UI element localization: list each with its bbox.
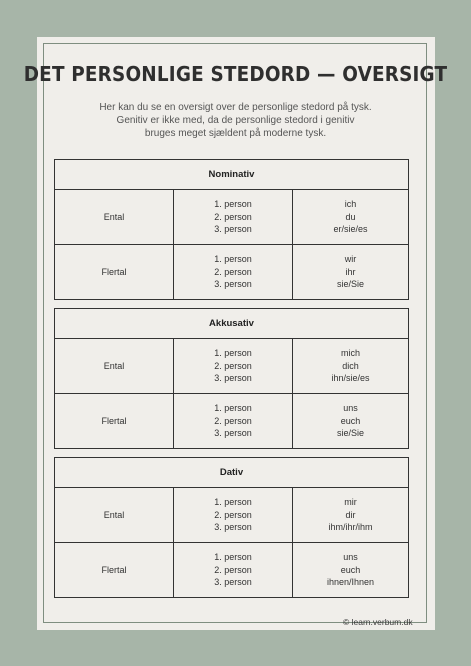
person-label: 1. person bbox=[214, 348, 252, 359]
number-cell: Flertal bbox=[101, 266, 127, 277]
pronoun-form: euch bbox=[340, 564, 361, 575]
section-heading: Akkusativ bbox=[55, 309, 408, 339]
person-cell bbox=[173, 394, 292, 448]
person-cell bbox=[173, 488, 292, 542]
person-label: 3. person bbox=[214, 224, 252, 235]
pronoun-form: uns bbox=[343, 403, 358, 414]
pronoun-form: du bbox=[345, 211, 356, 222]
number-cell: Ental bbox=[103, 211, 125, 222]
table-row bbox=[55, 244, 408, 299]
page-title: DET PERSONLIGE STEDORD — OVERSIGT bbox=[23, 62, 448, 86]
number-cell: Ental bbox=[103, 509, 125, 520]
person-cell bbox=[173, 245, 292, 299]
pronoun-cell bbox=[292, 339, 408, 393]
pronoun-form: mich bbox=[340, 348, 360, 359]
number-cell: Flertal bbox=[101, 415, 127, 426]
intro-line: Genitiv er ikke med, da de personlige stedord i genitiv bbox=[116, 115, 355, 126]
copyright-text: © learn.verbum.dk bbox=[343, 617, 413, 627]
person-label: 1. person bbox=[214, 497, 252, 508]
person-label: 2. person bbox=[214, 211, 252, 222]
person-label: 2. person bbox=[214, 415, 252, 426]
person-label: 3. person bbox=[214, 522, 252, 533]
pronoun-form: ihnen/Ihnen bbox=[326, 577, 375, 588]
person-label: 2. person bbox=[214, 509, 252, 520]
pronoun-form: sie/Sie bbox=[336, 279, 364, 290]
pronoun-form: ihr bbox=[345, 266, 356, 277]
person-label: 1. person bbox=[214, 254, 252, 265]
pronoun-form: dir bbox=[345, 509, 356, 520]
person-label: 1. person bbox=[214, 199, 252, 210]
person-label: 3. person bbox=[214, 279, 252, 290]
pronoun-form: dich bbox=[342, 360, 359, 371]
person-label: 3. person bbox=[214, 373, 252, 384]
person-cell bbox=[173, 339, 292, 393]
table-row bbox=[55, 488, 408, 542]
pronoun-cell bbox=[292, 543, 408, 597]
pronoun-form: uns bbox=[343, 552, 358, 563]
table-row bbox=[55, 339, 408, 393]
section-heading: Dativ bbox=[55, 458, 408, 488]
number-cell: Ental bbox=[103, 360, 125, 371]
person-label: 3. person bbox=[214, 577, 252, 588]
intro-line: Her kan du se en oversigt over de personlige stedord på tysk. bbox=[99, 102, 372, 113]
intro-line: bruges meget sjældent på moderne tysk. bbox=[144, 128, 327, 139]
number-cell: Flertal bbox=[101, 564, 127, 575]
person-label: 3. person bbox=[214, 428, 252, 439]
intro-text bbox=[80, 101, 391, 140]
person-cell bbox=[173, 190, 292, 244]
pronoun-form: ihm/ihr/ihm bbox=[328, 522, 373, 533]
person-label: 2. person bbox=[214, 266, 252, 277]
pronoun-cell bbox=[292, 488, 408, 542]
pronoun-form: mir bbox=[344, 497, 357, 508]
person-cell bbox=[173, 543, 292, 597]
section-akkusativ bbox=[54, 308, 409, 449]
table-row bbox=[55, 190, 408, 244]
person-label: 1. person bbox=[214, 403, 252, 414]
section-heading: Nominativ bbox=[55, 160, 408, 190]
pronoun-form: wir bbox=[344, 254, 357, 265]
pronoun-form: ich bbox=[344, 199, 357, 210]
section-nominativ bbox=[54, 159, 409, 300]
table-row bbox=[55, 393, 408, 448]
pronoun-cell bbox=[292, 190, 408, 244]
person-label: 1. person bbox=[214, 552, 252, 563]
pronoun-form: euch bbox=[340, 415, 361, 426]
pronoun-cell bbox=[292, 394, 408, 448]
pronoun-form: sie/Sie bbox=[336, 428, 364, 439]
pronoun-cell bbox=[292, 245, 408, 299]
person-label: 2. person bbox=[214, 360, 252, 371]
pronoun-form: er/sie/es bbox=[333, 224, 368, 235]
section-dativ bbox=[54, 457, 409, 598]
person-label: 2. person bbox=[214, 564, 252, 575]
table-row bbox=[55, 542, 408, 597]
pronoun-form: ihn/sie/es bbox=[331, 373, 370, 384]
